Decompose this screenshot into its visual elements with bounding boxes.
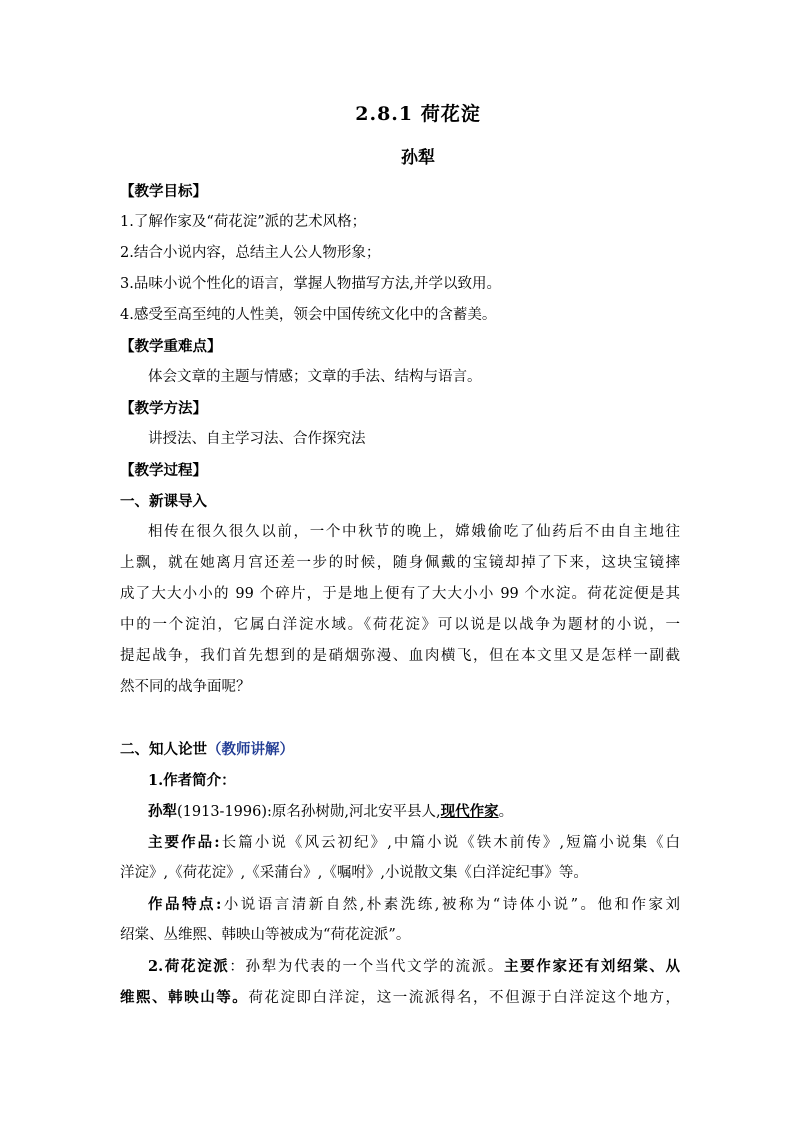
author-bio-name: 孙犁: [148, 803, 177, 820]
intro-line-6: 然不同的战争面呢？: [120, 679, 251, 695]
intro-line-2: 上飘，就在她离月宫还差一步的时候，随身佩戴的宝镜却掉了下来，这块宝镜摔: [120, 555, 680, 571]
intro-heading: 一、新课导入: [120, 493, 207, 510]
features-line-1: [120, 889, 680, 920]
goal-item-4: 4.感受至高至纯的人性美，领会中国传统文化中的含蓄美。: [120, 307, 497, 323]
school-paragraph: [120, 951, 680, 1013]
features-text-1: 小说语言清新自然,朴素洗练,被称为“诗体小说”。他和作家刘: [221, 897, 680, 913]
section2-heading: [120, 734, 680, 765]
works-line-2: 洋淀》,《荷花淀》,《采蒲台》,《嘱咐》,小说散文集《白洋淀纪事》等。: [120, 865, 588, 881]
features-line-2: 绍棠、丛维熙、韩映山等被成为“荷花淀派”。: [120, 927, 411, 943]
works-label: 主要作品:: [148, 834, 220, 851]
school-line-1: [120, 951, 680, 982]
author-bio: [120, 796, 680, 827]
author-bio-emphasis: 现代作家: [440, 803, 499, 820]
school-label: 2.荷花淀派: [148, 958, 230, 975]
author-name: 孙犁: [401, 148, 435, 168]
section2-title: 二、知人论世: [120, 741, 207, 758]
intro-line-1: 相传在很久很久以前，一个中秋节的晚上，嫦娥偷吃了仙药后不由自主地往: [148, 524, 680, 540]
document-page: [120, 98, 680, 1013]
key-points-heading: 【教学重难点】: [120, 338, 222, 355]
school-line-2: [120, 982, 680, 1013]
school-text-2: 荷花淀即白洋淀，这一流派得名，不但源于白洋淀这个地方，: [248, 990, 681, 1006]
features-paragraph: [120, 889, 680, 951]
works-line-1: [120, 827, 680, 858]
intro-line-5: 提起战争，我们首先想到的是硝烟弥漫、血肉横飞，但在本文里又是怎样一副截: [120, 648, 680, 664]
methods-text: 讲授法、自主学习法、合作探究法: [148, 431, 366, 447]
author-bio-end: 。: [498, 804, 514, 820]
school-bold: 主要作家还有刘绍棠、从: [504, 958, 681, 975]
goal-item-1: 1.了解作家及“荷花淀”派的艺术风格；: [120, 214, 367, 230]
process-heading: 【教学过程】: [120, 462, 207, 479]
goal-item-2: 2.结合小说内容，总结主人公人物形象；: [120, 245, 381, 261]
goal-item-3: 3.品味小说个性化的语言，掌握人物描写方法,并学以致用。: [120, 276, 501, 292]
intro-line-3: 成了大大小小的 99 个碎片，于是地上便有了大大小小 99 个水淀。荷花淀便是其: [120, 586, 680, 602]
methods-heading: 【教学方法】: [120, 400, 207, 417]
author-intro-heading: 1.作者简介：: [148, 772, 236, 789]
author-bio-text: (1913-1996):原名孙树勋,河北安平县人,: [177, 804, 441, 820]
features-label: 作品特点:: [148, 896, 222, 913]
works-text-1: 长篇小说《风云初纪》,中篇小说《铁木前传》,短篇小说集《白: [219, 835, 680, 851]
works-paragraph: [120, 827, 680, 889]
section2-note: （教师讲解）: [207, 741, 294, 758]
goals-heading: 【教学目标】: [120, 183, 207, 200]
school-text: ：孙犁为代表的一个当代文学的流派。: [229, 959, 504, 975]
intro-line-4: 中的一个淀泊，它属白洋淀水域。《荷花淀》可以说是以战争为题材的小说，一: [120, 617, 680, 633]
intro-paragraph: [120, 517, 680, 703]
page-title: 2.8.1 荷花淀: [355, 103, 481, 125]
key-points-text: 体会文章的主题与情感；文章的手法、结构与语言。: [148, 369, 482, 385]
school-bold-2: 维熙、韩映山等。: [120, 989, 249, 1006]
blank-line: [120, 703, 680, 734]
